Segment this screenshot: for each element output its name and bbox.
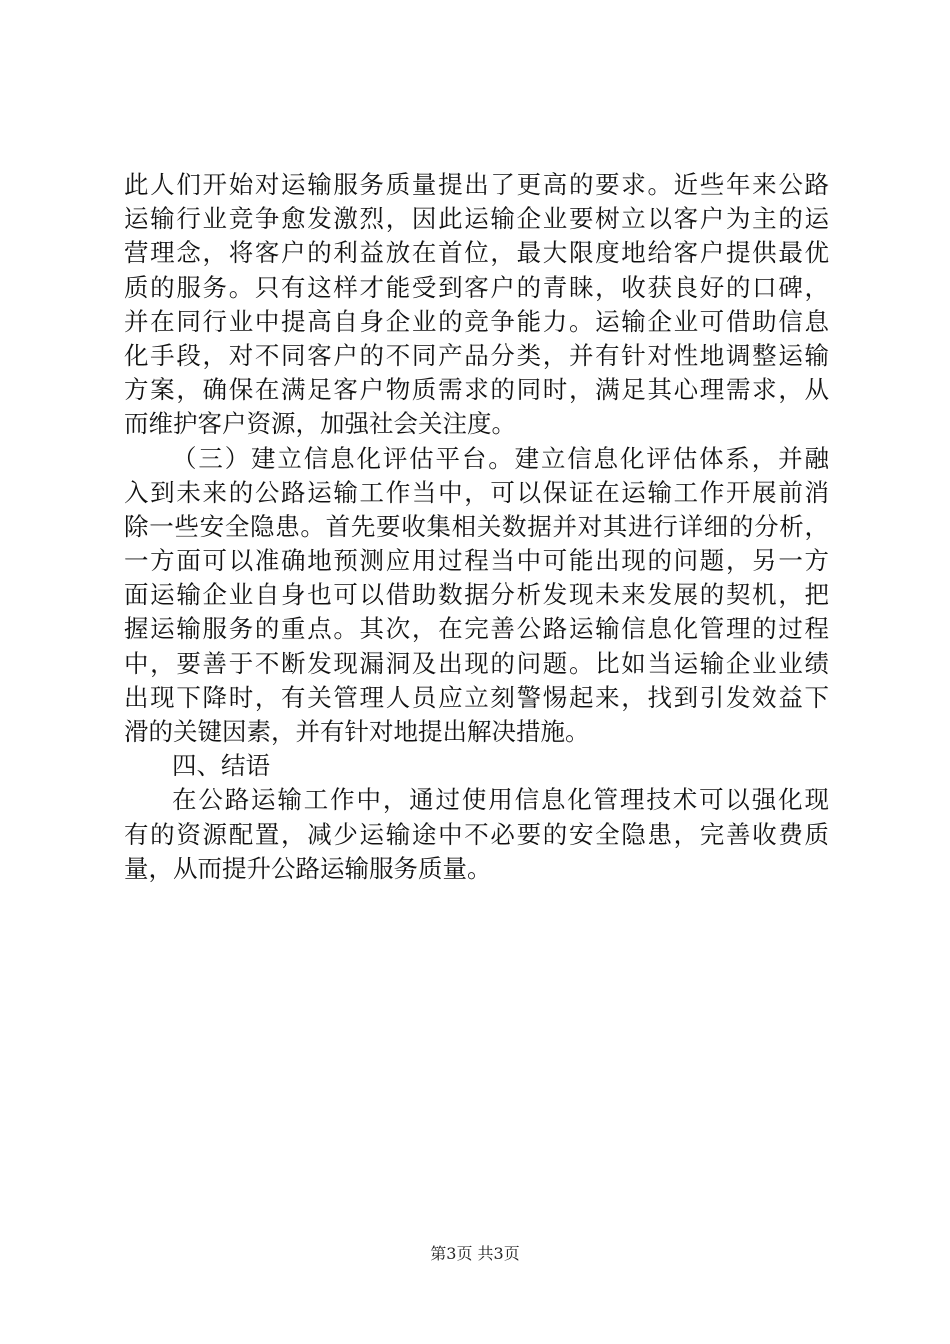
text-line-7: 方案，确保在满足客户物质需求的同时，满足其心理需求，从 (124, 375, 829, 405)
text-line-16: 出现下降时，有关管理人员应立刻警惕起来，找到引发效益下 (124, 682, 829, 712)
text-line-17: 滑的关键因素，并有针对地提出解决措施。 (124, 717, 590, 746)
text-line-10: 入到未来的公路运输工作当中，可以保证在运输工作开展前消 (124, 477, 829, 507)
page-number-footer: 第3页 共3页 (430, 1244, 520, 1263)
text-line-15: 中，要善于不断发现漏洞及出现的问题。比如当运输企业业绩 (124, 648, 829, 678)
text-line-2: 运输行业竞争愈发激烈，因此运输企业要树立以客户为主的运 (124, 204, 829, 234)
text-line-21: 量，从而提升公路运输服务质量。 (124, 853, 492, 883)
section-heading: 四、结语 (172, 751, 270, 781)
text-line-14: 握运输服务的重点。其次，在完善公路运输信息化管理的过程 (124, 614, 829, 644)
document-body (124, 168, 829, 886)
text-line-1: 此人们开始对运输服务质量提出了更高的要求。近些年来公路 (124, 170, 829, 199)
text-line-6: 化手段，对不同客户的不同产品分类，并有针对性地调整运输 (124, 340, 829, 370)
text-line-5: 并在同行业中提高自身企业的竞争能力。运输企业可借助信息 (124, 306, 829, 336)
text-line-13: 面运输企业自身也可以借助数据分析发现未来发展的契机，把 (124, 580, 829, 610)
text-line-20: 有的资源配置，减少运输途中不必要的安全隐患，完善收费质 (124, 819, 829, 849)
text-line-12: 一方面可以准确地预测应用过程当中可能出现的问题，另一方 (124, 546, 829, 576)
text-line-3: 营理念，将客户的利益放在首位，最大限度地给客户提供最优 (124, 238, 829, 268)
text-line-8: 而维护客户资源，加强社会关注度。 (124, 409, 516, 439)
text-line-11: 除一些安全隐患。首先要收集相关数据并对其进行详细的分析， (124, 511, 829, 541)
text-line-9: （三）建立信息化评估平台。建立信息化评估体系，并融 (172, 443, 829, 473)
text-line-19: 在公路运输工作中，通过使用信息化管理技术可以强化现 (172, 785, 829, 815)
text-line-4: 质的服务。只有这样才能受到客户的青睐，收获良好的口碑， (124, 272, 829, 302)
